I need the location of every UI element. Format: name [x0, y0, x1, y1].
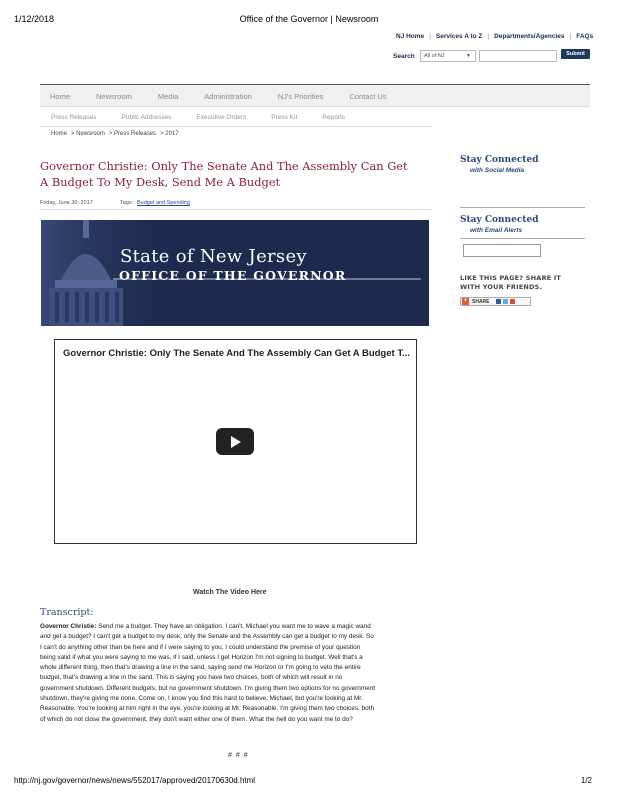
share-prompt: LIKE THIS PAGE? SHARE IT WITH YOUR FRIENDS.: [460, 274, 562, 291]
transcript-line: of which do not close the government, they don't want either one of them. What the hell do you want me to do?: [40, 715, 353, 723]
article-divider: [40, 209, 432, 210]
sidebar-email-title: Stay Connected: [460, 215, 539, 225]
tag-link-budget[interactable]: Budget and Spending: [137, 200, 190, 206]
sidebar-divider: [460, 238, 585, 239]
util-separator: |: [487, 33, 490, 40]
subnav-press-releases[interactable]: Press Releases: [51, 114, 97, 121]
addthis-plus-icon: +: [463, 298, 468, 304]
subnav-press-kit[interactable]: Press Kit: [271, 114, 298, 121]
share-label: SHARE: [472, 298, 490, 305]
subnav-divider: [40, 126, 432, 127]
sidebar-divider: [460, 207, 585, 208]
nav-contact-us[interactable]: Contact Us: [349, 92, 387, 101]
page-title: [40, 159, 432, 190]
subnav-executive-orders[interactable]: Executive Orders: [196, 114, 247, 121]
subnav-public-addresses[interactable]: Public Addresses: [121, 114, 172, 121]
sidebar-email-subtitle: with Email Alerts: [470, 227, 523, 234]
transcript-line: Governor Christie: Send me a budget. They have an obligation. I can't, Michael you want me to wave a magic wand: [40, 623, 371, 630]
sidebar-stay-connected-title: Stay Connected: [460, 155, 539, 165]
chevron-down-icon: ▼: [466, 53, 471, 59]
print-url: http://nj.gov/governor/news/news/552017/approved/20170630d.html: [14, 776, 256, 785]
article-date: Friday, June 30, 2017: [40, 200, 93, 206]
util-link-services[interactable]: Services A to Z: [435, 33, 483, 40]
transcript-line: being valid if what you were saying to me was, if I said, unless I get Horizon I'm not signing to budget. Well that's a: [40, 653, 363, 661]
facebook-icon[interactable]: [496, 299, 501, 304]
speaker-label: Governor Christie:: [40, 623, 97, 630]
transcript-body: [40, 622, 432, 725]
email-share-icon[interactable]: [510, 299, 515, 304]
twitter-icon[interactable]: [503, 299, 508, 304]
nav-priorities[interactable]: NJ's Priorities: [277, 92, 324, 101]
tags-label: Tags:: [120, 200, 134, 206]
search-submit-button[interactable]: Submit: [561, 49, 590, 59]
share-button[interactable]: [460, 297, 531, 306]
headline-line-1: Governor Christie: Only The Senate And The Assembly Can Get: [40, 159, 408, 173]
transcript-line: government shutdown. Different budgets, but no government shutdown. I'm giving them two options for no government: [40, 684, 376, 692]
transcript-line: shutdown, they're giving me none. Come on, I know you find this hard to believe, Michael, but you're looking at Mr.: [40, 695, 363, 703]
sidebar-social-subtitle: with Social Media: [470, 167, 525, 174]
banner-state-name: State of New Jersey: [120, 246, 307, 267]
breadcrumb-home[interactable]: Home: [51, 131, 68, 137]
transcript-line: Reasonable. You're looking at him right in the eye, you're looking at Mr. Reasonable. I'm giving them two choices, both: [40, 705, 375, 713]
transcript-line: whole different thing, then that's drawing a line in the sand, saying send me Horizon or I'm going to veto the entire: [40, 664, 361, 672]
print-title: Office of the Governor | Newsroom: [239, 14, 379, 24]
nav-media[interactable]: Media: [157, 92, 179, 101]
util-separator: |: [569, 33, 572, 40]
play-icon: [231, 436, 241, 448]
email-alert-input[interactable]: [463, 244, 541, 257]
search-input[interactable]: [479, 50, 557, 62]
util-link-departments[interactable]: Departments/Agencies: [494, 33, 565, 40]
transcript-line: budget, that's drawing a line in the sand. This is saying you have two choices, both of which will result in no: [40, 674, 343, 682]
nav-newsroom[interactable]: Newsroom: [96, 92, 132, 101]
watch-video-caption: Watch The Video Here: [193, 589, 267, 596]
nav-home[interactable]: Home: [50, 92, 71, 101]
main-nav: [50, 92, 413, 101]
search-label: Search: [393, 53, 415, 60]
sub-nav: [51, 114, 370, 121]
print-date: 1/12/2018: [14, 14, 55, 24]
breadcrumb-newsroom[interactable]: > Newsroom: [71, 131, 105, 137]
util-separator: |: [429, 33, 431, 40]
print-page-number: 1/2: [580, 776, 592, 785]
subnav-reports[interactable]: Reports: [322, 114, 346, 121]
util-link-nj-home[interactable]: NJ Home: [396, 33, 425, 40]
transcript-heading: Transcript:: [40, 607, 94, 618]
video-title[interactable]: Governor Christie: Only The Senate And The Assembly Can Get A Budget T...: [63, 348, 410, 359]
nav-administration[interactable]: Administration: [204, 92, 252, 101]
search-scope-value: All of NJ: [424, 53, 445, 59]
transcript-line: I can't do anything other than be here and if I were saying to you, I could understand the premise of your question: [40, 643, 361, 651]
breadcrumb-press-releases[interactable]: > Press Releases: [108, 131, 157, 137]
search-scope-select[interactable]: [420, 50, 476, 62]
play-button[interactable]: [216, 428, 254, 455]
transcript-line: and get a budget? I can't get a budget to my desk, only the Senate and the Assembly can get a budget to my desk. So: [40, 633, 374, 641]
end-marks: # # #: [228, 752, 249, 759]
headline-line-2: A Budget To My Desk, Send Me A Budget: [40, 174, 281, 189]
breadcrumb-2017[interactable]: > 2017: [160, 131, 179, 137]
util-link-faqs[interactable]: FAQs: [576, 33, 594, 40]
breadcrumb: [51, 131, 183, 137]
utility-nav: [396, 33, 593, 40]
banner-office-name: OFFICE OF THE GOVERNOR: [119, 268, 347, 283]
